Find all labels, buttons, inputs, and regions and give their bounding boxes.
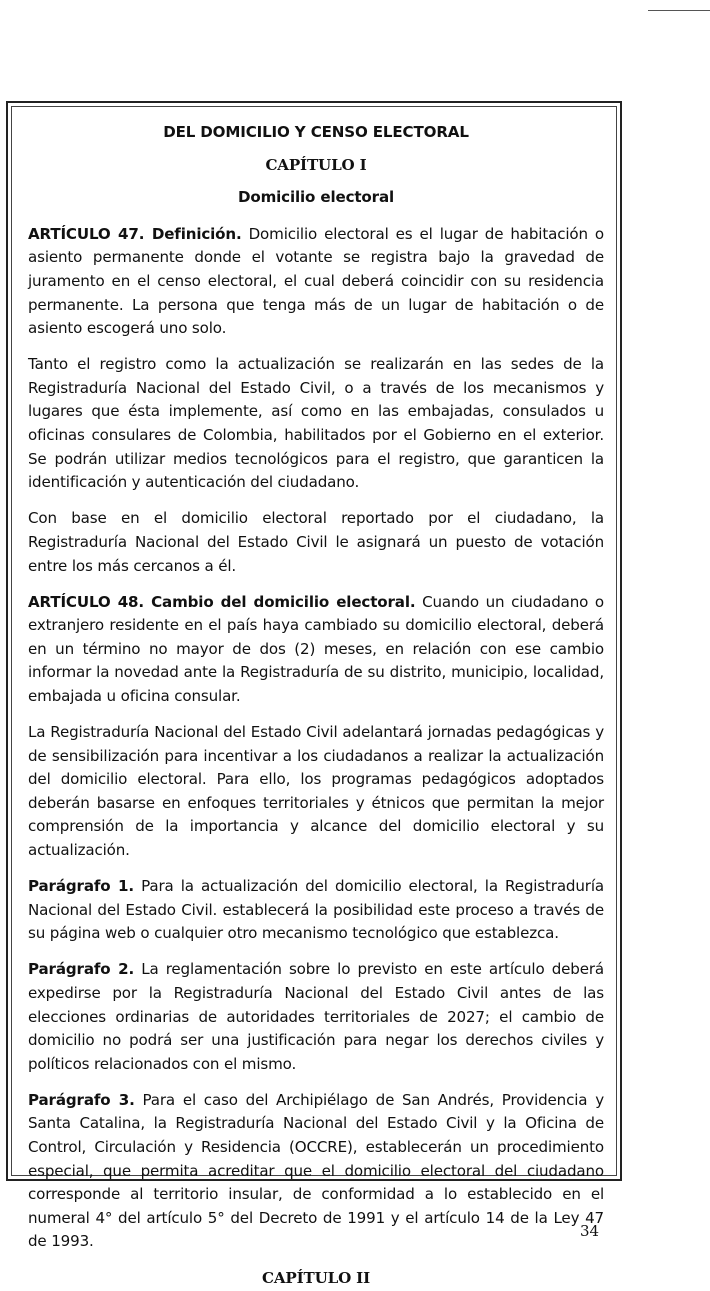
paragrafo-3 bbox=[28, 1089, 604, 1254]
paragraph-registro: Tanto el registro como la actualización se realizarán en las sedes de la Registraduría Nacional del Estado Civil, o a través de los mecanismos y lugares que ésta implemente, así como en las embajadas, consulados u oficinas consulares de Colombia, habilitados por el Gobierno en el exterior. Se podrán utilizar medios tecnológicos para el registro, que garanticen la identificación y autenticación del ciudadano. bbox=[28, 355, 604, 492]
paragrafo-2-label: Parágrafo 2. bbox=[28, 960, 135, 979]
chapter-heading: CAPÍTULO I bbox=[265, 155, 367, 174]
document-title: DEL DOMICILIO Y CENSO ELECTORAL bbox=[163, 123, 469, 141]
article-48-text: Cuando un ciudadano o extranjero residente en el país haya cambiado su domicilio electoral, deberá en un término no mayor de dos (2) meses, en relación con ese cambio informar la novedad ante la Registraduría de su distrito, municipio, localidad, embajada u oficina consular. bbox=[28, 592, 604, 705]
document-body bbox=[28, 121, 604, 1290]
article-48 bbox=[28, 591, 604, 709]
top-edge-rule bbox=[648, 0, 710, 11]
chapter-2-heading: CAPÍTULO II bbox=[261, 1268, 370, 1287]
section-heading: Domicilio electoral bbox=[237, 188, 395, 207]
article-47 bbox=[28, 223, 604, 341]
paragrafo-3-label: Parágrafo 3. bbox=[28, 1090, 135, 1109]
paragrafo-3-text: Para el caso del Archipiélago de San Andrés, Providencia y Santa Catalina, la Registraduría Nacional del Estado Civil y la Oficina de Control, Circulación y Residencia (OCCRE), establecerán un procedimiento especial, que permita acreditar que el domicilio electoral del ciudadano corresponde al territorio insular, de conformidad a lo establecido en el numeral 4° del artículo 5° del Decreto de 1991 y el artículo 14 de la Ley 47 de 1993. bbox=[28, 1090, 604, 1251]
paragraph-puesto-votacion: Con base en el domicilio electoral reportado por el ciudadano, la Registraduría Nacional del Estado Civil le asignará un puesto de votación entre los más cercanos a él. bbox=[28, 509, 604, 575]
article-47-label: ARTÍCULO 47. Definición. bbox=[28, 224, 242, 243]
page-number: 34 bbox=[580, 1222, 600, 1240]
paragrafo-1 bbox=[28, 875, 604, 946]
paragrafo-1-label: Parágrafo 1. bbox=[28, 877, 134, 896]
article-47-text: Domicilio electoral es el lugar de habitación o asiento permanente donde el votante se registra bajo la gravedad de juramento en el censo electoral, el cual deberá coincidir con su residencia permanente. La persona que tenga más de un lugar de habitación o de asiento escogerá uno solo. bbox=[28, 224, 604, 338]
article-48-label: ARTÍCULO 48. Cambio del domicilio electoral. bbox=[28, 592, 416, 611]
paragrafo-2 bbox=[28, 958, 604, 1076]
paragraph-jornadas: La Registraduría Nacional del Estado Civil adelantará jornadas pedagógicas y de sensibilización para incentivar a los ciudadanos a realizar la actualización del domicilio electoral. Para ello, los programas pedagógicos adoptados deberán basarse en enfoques territoriales y étnicos que permitan la mejor comprensión de la importancia y alcance del domicilio electoral y su actualización. bbox=[28, 723, 604, 860]
paragrafo-2-text: La reglamentación sobre lo previsto en este artículo deberá expedirse por la Registraduría Nacional del Estado Civil antes de las elecciones ordinarias de autoridades territoriales de 2027; el cambio de domicilio no podrá ser una justificación para negar los derechos civiles y políticos relacionados con el mismo. bbox=[28, 960, 604, 1073]
paragrafo-1-text: Para la actualización del domicilio electoral, la Registraduría Nacional del Estado Civil. establecerá la posibilidad este proceso a través de su página web o cualquier otro mecanismo tecnológico que establezca. bbox=[28, 877, 604, 943]
